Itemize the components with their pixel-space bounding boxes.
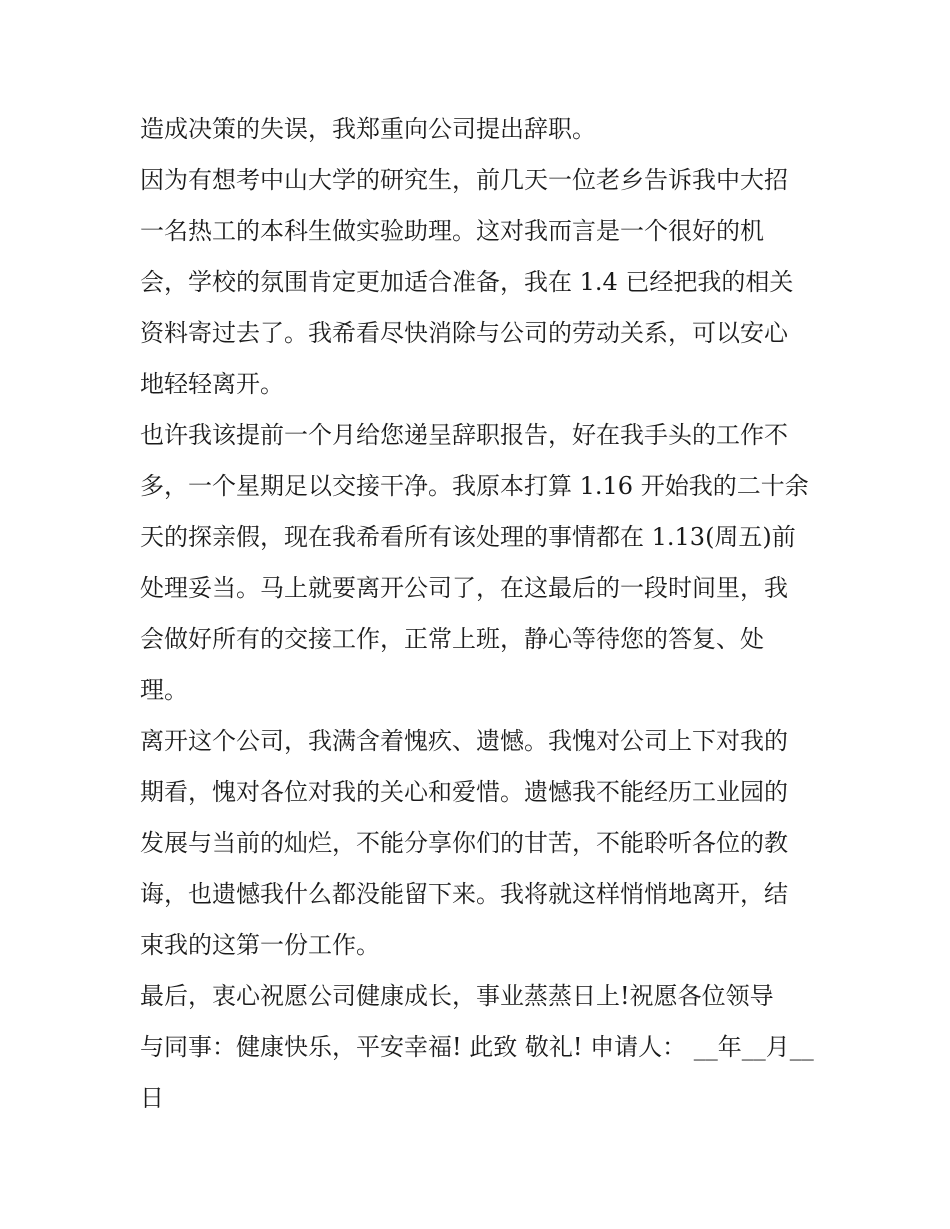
text-line: 资料寄过去了。我希看尽快消除与公司的劳动关系，可以安心 bbox=[140, 319, 788, 347]
text-line: 也许我该提前一个月给您递呈辞职报告，好在我手头的工作不 bbox=[140, 421, 788, 449]
text-line: 天的探亲假，现在我希看所有该处理的事情都在 1.13(周五)前 bbox=[140, 523, 796, 551]
text-line: 理。 bbox=[140, 676, 188, 704]
document-body bbox=[140, 104, 820, 1124]
text-line: 最后，衷心祝愿公司健康成长，事业蒸蒸日上!祝愿各位领导 bbox=[140, 982, 774, 1010]
text-line: 地轻轻离开。 bbox=[140, 370, 284, 398]
text-line: 一名热工的本科生做实验助理。这对我而言是一个很好的机 bbox=[140, 217, 764, 245]
text-line: 束我的这第一份工作。 bbox=[140, 931, 380, 959]
text-line: 会，学校的氛围肯定更加适合准备，我在 1.4 已经把我的相关 bbox=[140, 268, 794, 296]
text-line: 与同事：健康快乐，平安幸福! 此致 敬礼! 申请人： __年__月__ bbox=[140, 1033, 814, 1061]
text-line: 诲，也遗憾我什么都没能留下来。我将就这样悄悄地离开，结 bbox=[140, 880, 788, 908]
text-line: 离开这个公司，我满含着愧疚、遗憾。我愧对公司上下对我的 bbox=[140, 727, 788, 755]
text-line: 因为有想考中山大学的研究生，前几天一位老乡告诉我中大招 bbox=[140, 166, 788, 194]
text-line: 期看，愧对各位对我的关心和爱惜。遗憾我不能经历工业园的 bbox=[140, 778, 788, 806]
text-line: 造成决策的失误，我郑重向公司提出辞职。 bbox=[140, 115, 596, 143]
text-line: 日 bbox=[140, 1084, 164, 1112]
text-line: 处理妥当。马上就要离开公司了，在这最后的一段时间里，我 bbox=[140, 574, 788, 602]
text-line: 多，一个星期足以交接干净。我原本打算 1.16 开始我的二十余 bbox=[140, 472, 809, 500]
text-line: 发展与当前的灿烂，不能分享你们的甘苦，不能聆听各位的教 bbox=[140, 829, 788, 857]
text-line: 会做好所有的交接工作，正常上班，静心等待您的答复、处 bbox=[140, 625, 764, 653]
